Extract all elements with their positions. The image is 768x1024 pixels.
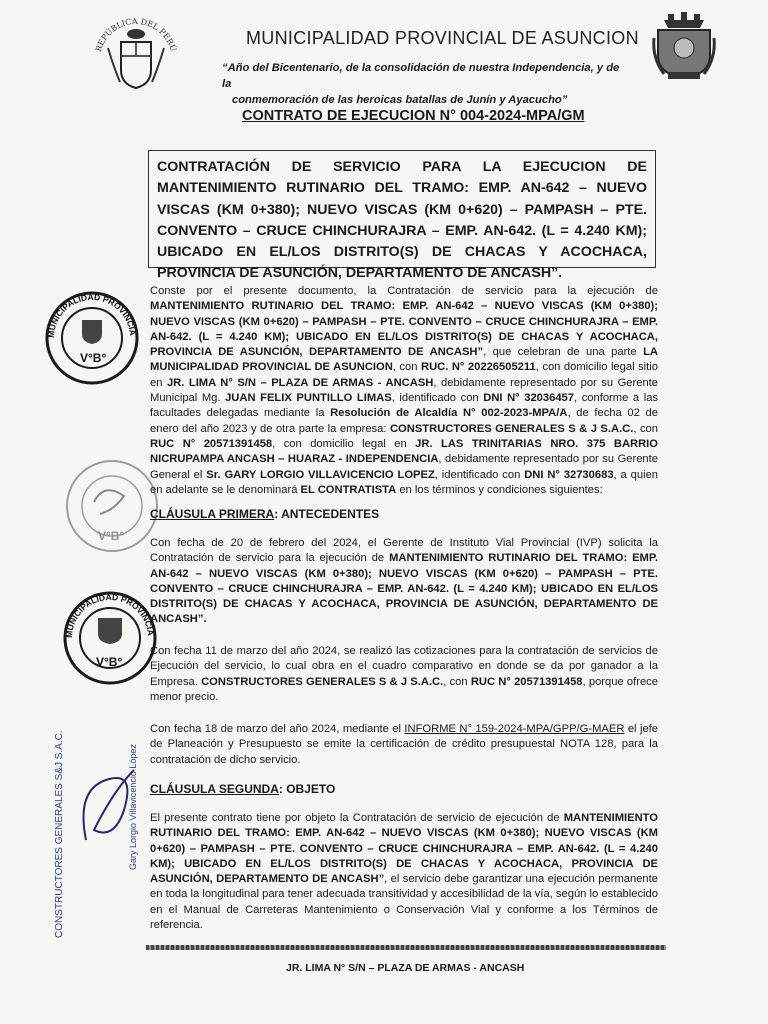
text-run: MANTENIMIENTO RUTINARIO DEL TRAMO: EMP. AN-642 – NUEVO VISCAS (KM 0+380); NUEVO VISCAS (KM 0+620) – PAMPASH – PTE. CONVENTO – CRUCE CHINCHURAJRA – EMP. AN-642. (L = 4.240 KM); UBICADO EN EL/LOS DISTRITO(S) DE CHACAS Y ACOCHACA, PROVINCIA DE ASUNCIÓN, DEPARTAMENTO DE ANCASH” <box>150 812 658 886</box>
text-run: , con domicilio legal sitio en <box>150 361 658 389</box>
text-run: , identificado con <box>434 468 525 481</box>
text-run: MANTENIMIENTO RUTINARIO DEL TRAMO: EMP. AN-642 – NUEVO VISCAS (KM 0+380); NUEVO VISCAS (KM 0+620) – PAMPASH – PTE. CONVENTO – CRUCE CHINCHURAJRA – EMP. AN-642. (L = 4.240 KM); UBICADO EN EL/LOS DISTRITO(S) DE CHACAS Y ACOCHACA, PROVINCIA DE ASUNCIÓN, DEPARTAMENTO DE ANCASH”. <box>150 552 658 626</box>
text-run: RUC N° 20571391458 <box>150 437 273 450</box>
text-run: , debidamente representado por su Gerente General el <box>150 453 658 481</box>
contract-number: CONTRATO DE EJECUCION N° 004-2024-MPA/GM <box>242 108 585 124</box>
contract-title-box: CONTRATACIÓN DE SERVICIO PARA LA EJECUCION DE MANTENIMIENTO RUTINARIO DEL TRAMO: EMP. AN-642 – NUEVO VISCAS (KM 0+380); NUEVO VISCAS (KM 0+620) – PAMPASH – PTE. CONVENTO – CRUCE CHINCHURAJRA – EMP. AN-642. (L = 4.240 KM); UBICADO EN EL/LOS DISTRITO(S) DE CHACAS Y ACOCHACA, PROVINCIA DE ASUNCIÓN, DEPARTAMENTO DE ANCASH”. <box>148 150 656 268</box>
motto-line-1: “Año del Bicentenario, de la consolidación de nuestra Independencia, y de la <box>222 62 620 90</box>
stamp-1-vb: V°B° <box>80 351 107 365</box>
text-run: RUC. N° 20226505211 <box>420 361 536 374</box>
text-run: INFORME N° 159-2024-MPA/GPP/G-MAER <box>404 723 625 735</box>
text-run: Sr. GARY LORGIO VILLAVICENCIO LOPEZ <box>206 468 435 481</box>
company-stamp-name: CONSTRUCTORES GENERALES S&J S.A.C. <box>54 730 65 938</box>
company-rep-name: Gary Lorgio Villavicencio López <box>128 744 138 870</box>
clause-1-paragraph-2 <box>150 644 658 705</box>
text-run: , que celebran de una parte <box>483 346 644 359</box>
text-run: , con <box>633 422 658 435</box>
text-run: JR. LIMA N° S/N – PLAZA DE ARMAS - ANCASH <box>166 376 434 389</box>
footer-divider <box>146 945 666 950</box>
municipal-coat-of-arms <box>650 12 718 82</box>
approval-stamp-2 <box>64 458 160 554</box>
text-run: , con <box>443 675 471 688</box>
text-run: CONSTRUCTORES GENERALES S & J S.A.C. <box>201 675 444 688</box>
text-run: el jefe de Planeación y Presupuesto se emite la certificación de crédito presupuestal NOTA 128, para la contratación de dicho servicio. <box>150 723 658 766</box>
clause-1-paragraph-1 <box>150 536 658 628</box>
text-run: El presente contrato tiene por objeto la Contratación de servicio de ejecución de <box>150 812 564 824</box>
text-run: CLÁUSULA SEGUNDA <box>150 782 279 796</box>
intro-paragraph <box>150 284 658 498</box>
text-run: , con <box>392 361 421 374</box>
stamp-1-text: MUNICIPALIDAD PROVINCIA <box>45 291 138 339</box>
clause-1-paragraph-3 <box>150 722 658 768</box>
text-run: DNI N° 32730683 <box>524 468 614 481</box>
clause-1-heading <box>150 507 379 521</box>
text-run: en los términos y condiciones siguientes: <box>396 483 603 496</box>
footer-address: JR. LIMA N° S/N – PLAZA DE ARMAS - ANCASH <box>286 962 525 974</box>
text-run: , de fecha 02 de enero del año 2023 y de otra parte la empresa: <box>150 407 658 435</box>
stamp-3-vb: V°B° <box>96 655 123 669</box>
text-run: Con fecha de 20 de febrero del 2024, el Gerente de Instituto Vial Provincial (IVP) solicita la Contratación de servicio para la ejecución de <box>150 537 658 565</box>
text-run: : OBJETO <box>278 782 336 796</box>
text-run: , identificado con <box>391 392 484 405</box>
motto-line-2: conmemoración de las heroicas batallas de Junín y Ayacucho” <box>232 94 568 106</box>
text-run: , con domicilio legal en <box>272 437 416 450</box>
stamp-2-vb: V°B° <box>98 529 125 543</box>
approval-stamp-1 <box>44 290 140 386</box>
peru-national-seal <box>86 8 186 104</box>
text-run: , el servicio debe garantizar una ejecución permanente en toda la longitudinal para tener adecuada transitividad y accesibilidad de la vía, según lo establecido en el Manual de Carreteras Mantenimiento o Conservación Vial y conforme a los Términos de referencia. <box>150 873 658 932</box>
clause-2-paragraph-1 <box>150 811 658 933</box>
text-run: MANTENIMIENTO RUTINARIO DEL TRAMO: EMP. AN-642 – NUEVO VISCAS (KM 0+380); NUEVO VISCAS (KM 0+620) – PAMPASH – PTE. CONVENTO – CRUCE CHINCHURAJRA – EMP. AN-642. (L = 4.240 KM); UBICADO EN EL/LOS DISTRITO(S) DE CHACAS Y ACOCHACA, PROVINCIA DE ASUNCIÓN, DEPARTAMENTO DE ANCASH” <box>150 300 658 359</box>
text-run: CONSTRUCTORES GENERALES S & J S.A.C. <box>389 422 634 435</box>
seal-caption: REPÚBLICA DEL PERÚ <box>94 16 178 53</box>
text-run: CLÁUSULA PRIMERA <box>150 507 275 521</box>
text-run: JR. LAS TRINITARIAS NRO. 375 BARRIO NICRUPAMPA ANCASH – HUARAZ - INDEPENDENCIA <box>150 437 658 466</box>
text-run: , a quien en adelante se le denominará <box>150 468 659 496</box>
text-run: EL CONTRATISTA <box>300 483 397 496</box>
text-run: DNI N° 32036457 <box>483 392 574 405</box>
year-motto <box>222 60 622 108</box>
text-run: Resolución de Alcaldía N° 002-2023-MPA/A <box>330 407 568 420</box>
text-run: Conste por el presente documento, la Contratación de servicio para la ejecución de <box>150 285 658 297</box>
municipality-name: MUNICIPALIDAD PROVINCIAL DE ASUNCION <box>246 28 639 48</box>
text-run: , conforme a las facultades delegadas mediante la <box>150 392 659 420</box>
text-run: , debidamente representado por su Gerente Municipal Mg. <box>150 376 658 405</box>
text-run: , porque ofrece menor precio. <box>150 675 658 703</box>
text-run: LA MUNICIPALIDAD PROVINCIAL DE ASUNCION <box>150 346 658 374</box>
stamp-3-text: MUNICIPALIDAD PROVINCIA <box>63 591 156 639</box>
clause-2-heading <box>150 782 335 796</box>
text-run: JUAN FELIX PUNTILLO LIMAS <box>225 392 392 405</box>
text-run: : ANTECEDENTES <box>274 507 380 521</box>
text-run: RUC N° 20571391458 <box>470 675 583 688</box>
text-run: Con fecha 18 de marzo del año 2024, mediante el <box>150 723 405 735</box>
approval-stamp-3 <box>62 590 158 686</box>
company-stamp <box>40 690 152 940</box>
text-run: Con fecha 11 de marzo del año 2024, se realizó las cotizaciones para la contratación de servicios de Ejecución del servicio, lo cual obra en el cuadro comparativo en donde se da por ganador a la Empresa. <box>150 645 658 688</box>
